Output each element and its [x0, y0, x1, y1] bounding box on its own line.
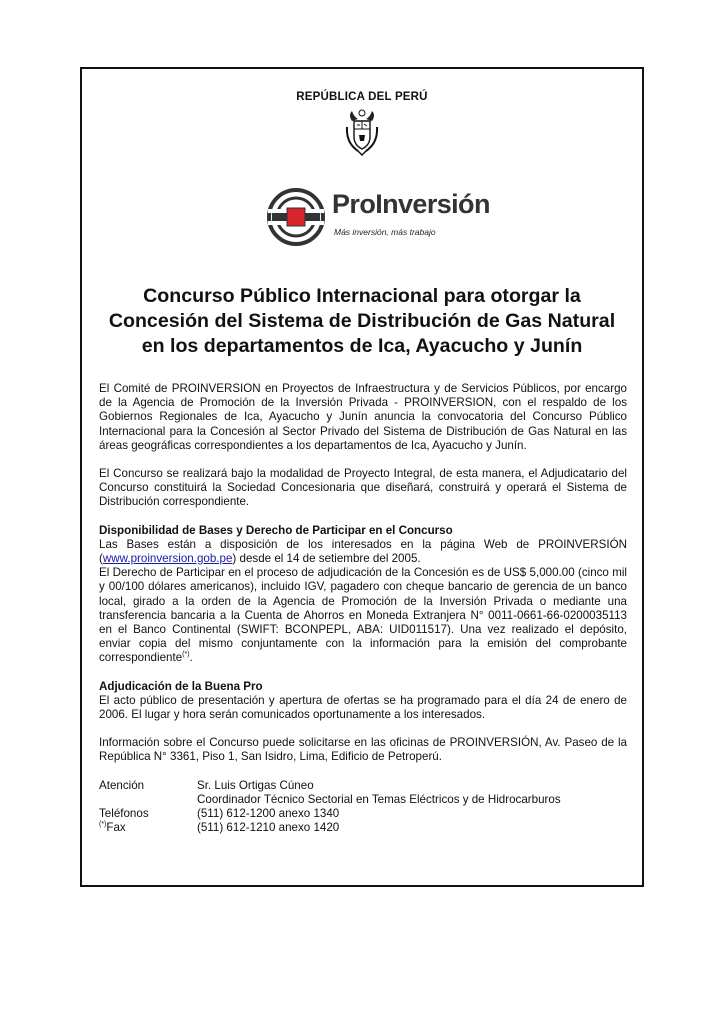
title-line: en los departamentos de Ica, Ayacucho y Junín	[141, 335, 583, 357]
proinversion-logo	[266, 185, 490, 249]
footnote-mark: (*)	[182, 651, 190, 659]
modality-paragraph: El Concurso se realizará bajo la modalidad de Proyecto Integral, de esta manera, el Adjudicatario del Concurso constituirá la Sociedad Concesionaria que diseñará, construirá y operará el Sistema de Distribución correspondiente.	[99, 467, 627, 509]
bases-section	[99, 524, 627, 666]
notice-title	[82, 284, 642, 359]
fax-value: (511) 612-1210 anexo 1420	[197, 820, 340, 834]
fax-footnote-mark: (*)	[99, 820, 107, 828]
fax-label-cell	[99, 821, 197, 835]
attention-name: Sr. Luis Ortigas Cúneo	[197, 778, 314, 792]
phone-value: (511) 612-1200 anexo 1340	[197, 806, 340, 820]
intro-paragraph: El Comité de PROINVERSION en Proyectos de Infraestructura y de Servicios Públicos, por encargo de la Agencia de Promoción de la Inversión Privada - PROINVERSION, con el respaldo de los Gobiernos Regionales de Ica, Ayacucho y Junín anuncia la convocatoria del Concurso Público Internacional para la Concesión al Sector Privado del Sistema de Distribución de Gas Natural en las áreas geográficas correspondientes a los departamentos de Ica, Ayacucho y Junín.	[99, 382, 627, 452]
bases-text: Las Bases están a disposición de los interesados en la página Web de PROINVERSIÓN (	[99, 537, 627, 566]
country-heading: REPÚBLICA DEL PERÚ	[296, 91, 428, 103]
phone-label: Teléfonos	[99, 806, 149, 820]
logo-tagline: Más inversión, más trabajo	[334, 227, 436, 237]
coat-of-arms-icon	[344, 107, 380, 157]
bases-heading: Disponibilidad de Bases y Derecho de Participar en el Concurso	[99, 523, 453, 537]
fax-label: Fax	[106, 820, 126, 834]
contact-block	[99, 779, 627, 835]
attention-label: Atención	[99, 778, 145, 792]
adjudicacion-heading: Adjudicación de la Buena Pro	[99, 679, 263, 693]
title-line: Concurso Público Internacional para otorgar la	[143, 285, 581, 307]
participation-fee-text: El Derecho de Participar en el proceso de adjudicación de la Concesión es de US$ 5,000.00 (cinco mil y 00/100 dólares americanos), incluido IGV, pagadero con cheque bancario de gerencia de un banco local, girado a la orden de la Agencia de Promoción de la Inversión Privada o mediante una transferencia bancaria a la Cuenta de Ahorros en Moneda Extranjera N° 0011-0661-66-0200035113 en el Banco Continental (SWIFT: BCONPEPL, ABA: UID011517). Una vez realizado el depósito, enviar copia del mismo conjuntamente con la información para la emisión del comprobante correspondiente	[99, 566, 627, 665]
notice-frame	[80, 67, 644, 887]
adjudicacion-text: El acto público de presentación y apertura de ofertas se ha programado para el día 24 de enero de 2006. El lugar y hora serán comunicados oportunamente a los interesados.	[99, 693, 627, 722]
title-line: Concesión del Sistema de Distribución de Gas Natural	[108, 310, 616, 332]
sentence-end: .	[189, 651, 193, 665]
info-paragraph: Información sobre el Concurso puede solicitarse en las oficinas de PROINVERSIÓN, Av. Paseo de la República N° 3361, Piso 1, San Isidro, Lima, Edificio de Petroperú.	[99, 736, 627, 764]
adjudicacion-section	[99, 680, 627, 723]
proinversion-website-link[interactable]: www.proinversion.gob.pe	[102, 552, 233, 566]
bases-date-text: ) desde el 14 de setiembre del 2005.	[232, 552, 421, 566]
logo-wordmark: ProInversión	[332, 189, 490, 219]
proinversion-emblem-icon	[266, 187, 326, 247]
attention-role: Coordinador Técnico Sectorial en Temas Eléctricos y de Hidrocarburos	[197, 792, 561, 806]
notice-body	[99, 382, 627, 835]
